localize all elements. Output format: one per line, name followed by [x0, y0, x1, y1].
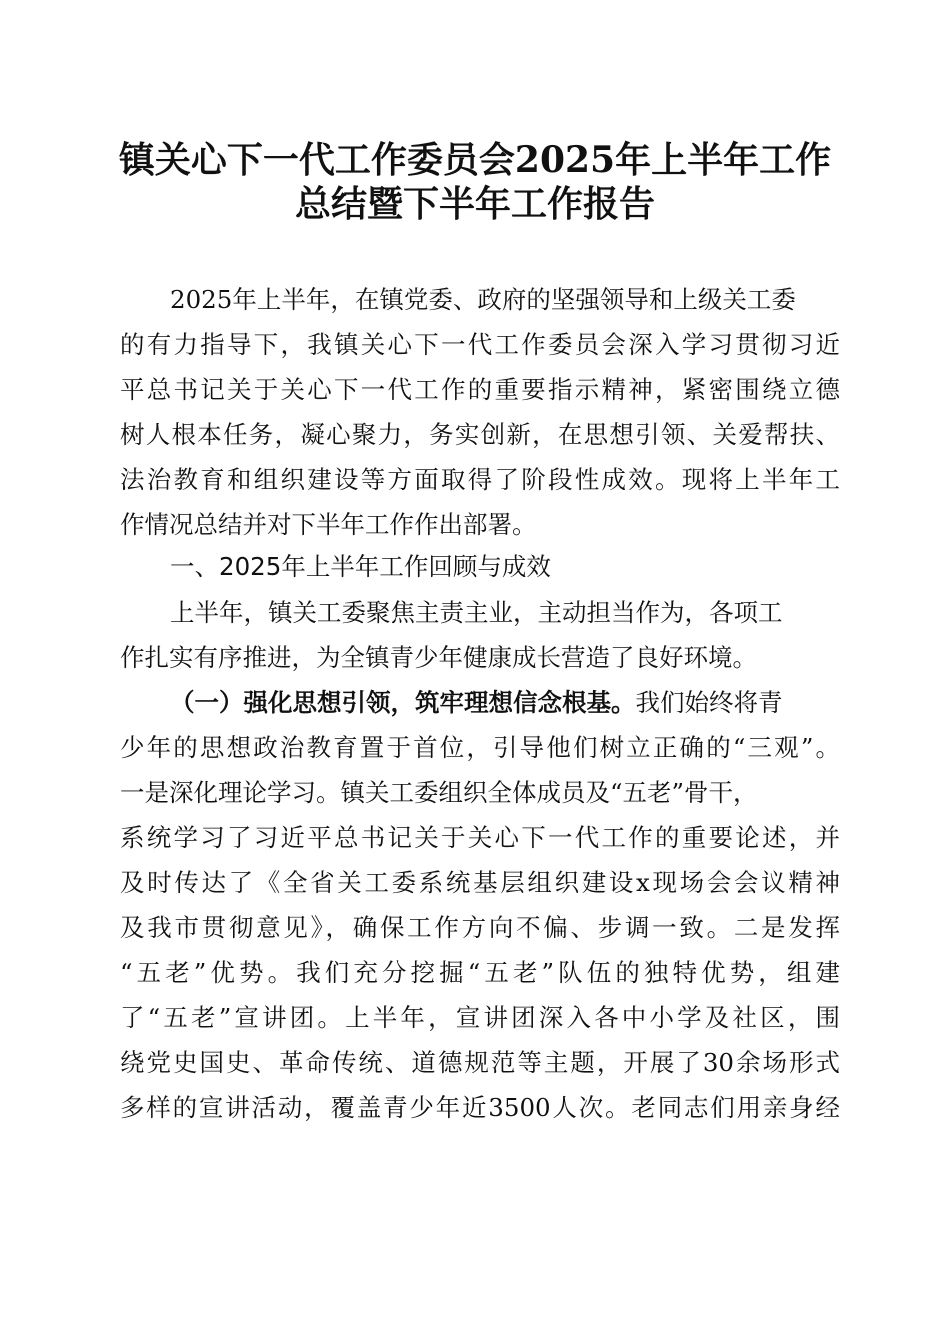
paragraph-line: 及时传达了《全省关工委系统基层组织建设x现场会会议精神: [120, 868, 840, 897]
paragraph-line: 少年的思想政治教育置于首位，引导他们树立正确的“三观”。: [120, 733, 840, 762]
document-title-line-1: 镇关心下一代工作委员会2025年上半年工作: [118, 139, 832, 181]
paragraph-line: 平总书记关于关心下一代工作的重要指示精神，紧密围绕立德: [120, 375, 840, 404]
paragraph-line: 的有力指导下，我镇关心下一代工作委员会深入学习贯彻习近: [120, 330, 840, 359]
paragraph-line: 作情况总结并对下半年工作作出部署。: [120, 510, 537, 539]
paragraph-line: “五老”优势。我们充分挖掘“五老”队伍的独特优势，组建: [120, 958, 840, 987]
paragraph-line: 了“五老”宣讲团。上半年，宣讲团深入各中小学及社区，围: [120, 1003, 840, 1032]
section-heading: 一、2025年上半年工作回顾与成效: [170, 552, 551, 581]
paragraph-line: 绕党史国史、革命传统、道德规范等主题，开展了30余场形式: [120, 1048, 840, 1077]
paragraph-line: 作扎实有序推进，为全镇青少年健康成长营造了良好环境。: [120, 643, 757, 672]
paragraph-line: 及我市贯彻意见》，确保工作方向不偏、步调一致。二是发挥: [120, 913, 840, 942]
subsection-heading: （一）强化思想引领，筑牢理想信念根基。: [170, 688, 636, 717]
paragraph-line: 多样的宣讲活动，覆盖青少年近3500人次。老同志们用亲身经: [120, 1093, 840, 1122]
paragraph-line: 法治教育和组织建设等方面取得了阶段性成效。现将上半年工: [120, 465, 840, 494]
paragraph-line: 2025年上半年，在镇党委、政府的坚强领导和上级关工委: [170, 285, 796, 314]
paragraph-line: 一是深化理论学习。镇关工委组织全体成员及“五老”骨干，: [120, 778, 758, 807]
paragraph-text: 我们始终将青: [635, 688, 783, 717]
document-title-line-2: 总结暨下半年工作报告: [294, 183, 655, 225]
paragraph-line: 树人根本任务，凝心聚力，务实创新，在思想引领、关爱帮扶、: [120, 420, 840, 449]
paragraph-line: 上半年，镇关工委聚焦主责主业，主动担当作为，各项工: [170, 598, 783, 627]
paragraph-line: [170, 688, 840, 718]
paragraph-line: 系统学习了习近平总书记关于关心下一代工作的重要论述，并: [120, 823, 840, 852]
